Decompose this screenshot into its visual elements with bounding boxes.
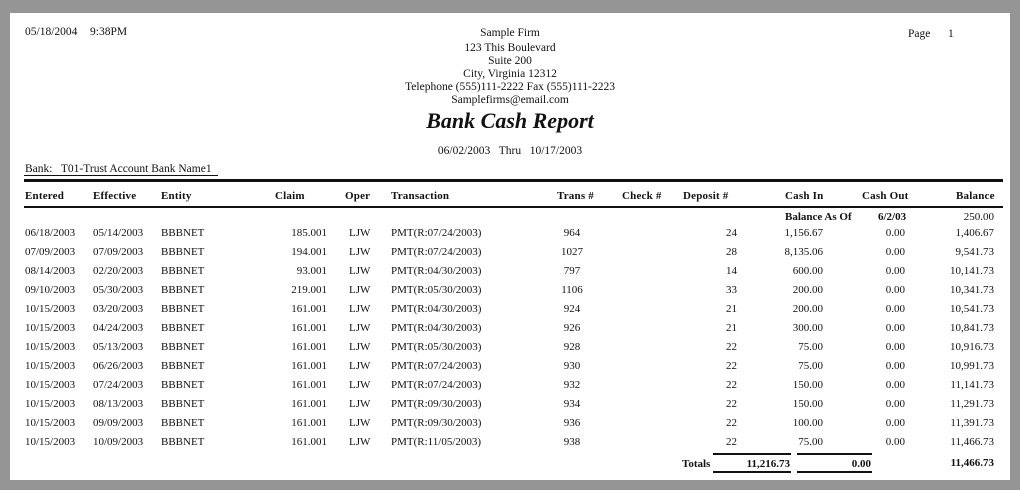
col-transaction: Transaction (391, 190, 450, 202)
cell-effective: 09/09/2003 (93, 417, 144, 429)
col-effective: Effective (93, 190, 137, 202)
cell-entered: 10/15/2003 (25, 417, 76, 429)
print-time: 9:38PM (90, 26, 128, 38)
cell-deposit-no: 28 (726, 246, 737, 258)
cell-transaction: PMT(R:07/24/2003) (391, 246, 482, 258)
cell-cash-in: 75.00 (798, 436, 823, 448)
cell-transaction: PMT(R:04/30/2003) (391, 303, 482, 315)
firm-address-2: Suite 200 (488, 55, 532, 67)
cell-transaction: PMT(R:09/30/2003) (391, 417, 482, 429)
cell-oper: LJW (349, 360, 371, 372)
cell-trans-no: 797 (563, 265, 581, 277)
cell-balance: 1,406.67 (955, 227, 994, 239)
cell-transaction: PMT(R:05/30/2003) (391, 341, 482, 353)
cell-entered: 10/15/2003 (25, 436, 76, 448)
cell-balance: 11,141.73 (950, 379, 994, 391)
cell-oper: LJW (349, 246, 371, 258)
bank-underline (24, 175, 218, 176)
thru-label: Thru (498, 145, 522, 157)
cell-deposit-no: 22 (726, 417, 737, 429)
firm-phone-fax: Telephone (555)111-2222 Fax (555)111-2223 (405, 81, 615, 93)
section-divider-thick (24, 179, 1003, 182)
cell-cash-out: 0.00 (885, 360, 905, 372)
cell-trans-no: 928 (563, 341, 581, 353)
cell-trans-no: 926 (563, 322, 581, 334)
col-entity: Entity (161, 190, 192, 202)
opening-balance: 250.00 (963, 211, 994, 223)
date-range (10, 144, 1010, 158)
cell-balance: 9,541.73 (955, 246, 994, 258)
cell-entity: BBBNET (161, 360, 205, 372)
cell-entered: 10/15/2003 (25, 379, 76, 391)
cell-effective: 02/20/2003 (93, 265, 144, 277)
cell-entered: 10/15/2003 (25, 322, 76, 334)
cell-trans-no: 924 (563, 303, 581, 315)
cell-balance: 10,991.73 (950, 360, 994, 372)
cell-oper: LJW (349, 398, 371, 410)
cell-entity: BBBNET (161, 417, 205, 429)
cell-deposit-no: 22 (726, 341, 737, 353)
cell-trans-no: 936 (563, 417, 581, 429)
cell-deposit-no: 24 (726, 227, 737, 239)
cell-balance: 10,916.73 (950, 341, 994, 353)
col-deposit-no: Deposit # (683, 190, 729, 202)
cell-claim: 161.001 (291, 417, 327, 429)
table-row (10, 300, 1010, 319)
cell-entity: BBBNET (161, 379, 205, 391)
cell-entity: BBBNET (161, 284, 205, 296)
cell-effective: 08/13/2003 (93, 398, 144, 410)
cell-claim: 194.001 (291, 246, 327, 258)
report-page (10, 13, 1010, 480)
cell-transaction: PMT(R:09/30/2003) (391, 398, 482, 410)
col-oper: Oper (345, 190, 371, 202)
cell-entity: BBBNET (161, 398, 205, 410)
cell-cash-in: 150.00 (792, 398, 823, 410)
cell-effective: 05/30/2003 (93, 284, 144, 296)
firm-email: Samplefirms@email.com (451, 94, 569, 106)
col-check-no: Check # (622, 190, 662, 202)
cell-effective: 04/24/2003 (93, 322, 144, 334)
firm-city: City, Virginia 12312 (463, 68, 557, 80)
cell-cash-in: 8,135.06 (784, 246, 823, 258)
cell-oper: LJW (349, 417, 371, 429)
totals-label: Totals (682, 458, 711, 470)
total-cash-out: 0.00 (851, 458, 871, 470)
page-number: 1 (948, 28, 954, 40)
cell-entered: 10/15/2003 (25, 398, 76, 410)
cell-effective: 07/09/2003 (93, 246, 144, 258)
cell-claim: 161.001 (291, 379, 327, 391)
cell-trans-no: 938 (563, 436, 581, 448)
total-cash-in: 11,216.73 (746, 458, 790, 470)
cell-claim: 93.001 (296, 265, 327, 277)
cell-cash-out: 0.00 (885, 341, 905, 353)
col-claim: Claim (275, 190, 305, 202)
cell-entity: BBBNET (161, 265, 205, 277)
table-row (10, 224, 1010, 243)
cell-effective: 06/26/2003 (93, 360, 144, 372)
page-label: Page (908, 28, 931, 40)
cell-trans-no: 1027 (561, 246, 583, 258)
cell-transaction: PMT(R:07/24/2003) (391, 379, 482, 391)
col-trans-no: Trans # (557, 190, 594, 202)
cell-cash-in: 75.00 (798, 341, 823, 353)
cash-out-total-rule-top (797, 453, 872, 455)
cell-cash-out: 0.00 (885, 322, 905, 334)
cell-cash-out: 0.00 (885, 246, 905, 258)
cell-cash-out: 0.00 (885, 398, 905, 410)
cell-oper: LJW (349, 303, 371, 315)
cell-cash-in: 200.00 (792, 303, 823, 315)
cell-cash-out: 0.00 (885, 417, 905, 429)
cell-trans-no: 1106 (561, 284, 583, 296)
table-row (10, 376, 1010, 395)
cell-trans-no: 934 (563, 398, 581, 410)
cell-claim: 161.001 (291, 398, 327, 410)
firm-name: Sample Firm (480, 27, 540, 39)
print-date: 05/18/2004 (25, 26, 78, 38)
cell-transaction: PMT(R:04/30/2003) (391, 322, 482, 334)
cell-cash-in: 100.00 (792, 417, 823, 429)
table-row (10, 414, 1010, 433)
cell-cash-out: 0.00 (885, 436, 905, 448)
table-row (10, 262, 1010, 281)
col-balance: Balance (956, 190, 995, 202)
cell-cash-out: 0.00 (885, 284, 905, 296)
table-row (10, 243, 1010, 262)
cell-balance: 11,466.73 (950, 436, 994, 448)
table-row (10, 433, 1010, 452)
cell-oper: LJW (349, 341, 371, 353)
table-row (10, 395, 1010, 414)
cell-cash-out: 0.00 (885, 227, 905, 239)
cell-cash-out: 0.00 (885, 303, 905, 315)
report-title: Bank Cash Report (426, 108, 594, 133)
cash-out-total-rule-bottom (797, 471, 872, 473)
cell-entered: 10/15/2003 (25, 341, 76, 353)
cell-cash-in: 300.00 (792, 322, 823, 334)
cell-balance: 10,341.73 (950, 284, 994, 296)
cell-entered: 10/15/2003 (25, 360, 76, 372)
header-underline (24, 206, 1003, 208)
col-entered: Entered (25, 190, 65, 202)
cell-balance: 10,841.73 (950, 322, 994, 334)
cell-balance: 10,541.73 (950, 303, 994, 315)
cell-effective: 05/14/2003 (93, 227, 144, 239)
cell-cash-in: 200.00 (792, 284, 823, 296)
cell-deposit-no: 33 (726, 284, 737, 296)
table-row (10, 357, 1010, 376)
cash-in-total-rule-top (713, 453, 791, 455)
cell-effective: 10/09/2003 (93, 436, 144, 448)
cell-entered: 07/09/2003 (25, 246, 76, 258)
cell-entity: BBBNET (161, 246, 205, 258)
balance-as-of-date: 6/2/03 (878, 211, 907, 223)
cell-deposit-no: 14 (726, 265, 737, 277)
cell-claim: 161.001 (291, 341, 327, 353)
cell-transaction: PMT(R:05/30/2003) (391, 284, 482, 296)
cell-transaction: PMT(R:04/30/2003) (391, 265, 482, 277)
cell-balance: 11,391.73 (950, 417, 994, 429)
cell-entity: BBBNET (161, 322, 205, 334)
cell-transaction: PMT(R:07/24/2003) (391, 227, 482, 239)
cell-deposit-no: 21 (726, 322, 737, 334)
cell-oper: LJW (349, 227, 371, 239)
cell-oper: LJW (349, 265, 371, 277)
cell-cash-in: 600.00 (792, 265, 823, 277)
bank-label: Bank: (25, 163, 53, 175)
cell-trans-no: 932 (563, 379, 581, 391)
cell-claim: 185.001 (291, 227, 327, 239)
cell-balance: 10,141.73 (950, 265, 994, 277)
cell-deposit-no: 22 (726, 398, 737, 410)
cell-trans-no: 930 (563, 360, 581, 372)
cell-cash-in: 150.00 (792, 379, 823, 391)
table-row (10, 338, 1010, 357)
cell-deposit-no: 22 (726, 360, 737, 372)
cell-deposit-no: 22 (726, 436, 737, 448)
cell-effective: 03/20/2003 (93, 303, 144, 315)
cell-entity: BBBNET (161, 227, 205, 239)
cell-claim: 161.001 (291, 303, 327, 315)
cell-oper: LJW (349, 436, 371, 448)
cell-trans-no: 964 (563, 227, 581, 239)
total-balance: 11,466.73 (950, 457, 994, 469)
cell-deposit-no: 22 (726, 379, 737, 391)
cell-entered: 08/14/2003 (25, 265, 76, 277)
cell-deposit-no: 21 (726, 303, 737, 315)
cash-in-total-rule-bottom (713, 471, 791, 473)
cell-oper: LJW (349, 322, 371, 334)
cell-claim: 219.001 (291, 284, 327, 296)
cell-oper: LJW (349, 284, 371, 296)
date-from: 06/02/2003 (437, 145, 491, 157)
table-row (10, 281, 1010, 300)
cell-entity: BBBNET (161, 303, 205, 315)
cell-entered: 10/15/2003 (25, 303, 76, 315)
cell-effective: 05/13/2003 (93, 341, 144, 353)
cell-transaction: PMT(R:11/05/2003) (391, 436, 482, 448)
table-row (10, 319, 1010, 338)
cell-cash-in: 75.00 (798, 360, 823, 372)
cell-entered: 09/10/2003 (25, 284, 76, 296)
cell-entity: BBBNET (161, 341, 205, 353)
cell-oper: LJW (349, 379, 371, 391)
cell-claim: 161.001 (291, 436, 327, 448)
cell-claim: 161.001 (291, 322, 327, 334)
cell-cash-out: 0.00 (885, 379, 905, 391)
date-to: 10/17/2003 (529, 145, 583, 157)
firm-address-1: 123 This Boulevard (464, 42, 556, 54)
cell-claim: 161.001 (291, 360, 327, 372)
cell-entity: BBBNET (161, 436, 205, 448)
cell-cash-in: 1,156.67 (784, 227, 823, 239)
cell-transaction: PMT(R:07/24/2003) (391, 360, 482, 372)
balance-as-of-label: Balance As Of (785, 211, 852, 223)
col-cash-out: Cash Out (862, 190, 909, 202)
bank-name: T01-Trust Account Bank Name1 (60, 163, 212, 175)
cell-balance: 11,291.73 (950, 398, 994, 410)
cell-effective: 07/24/2003 (93, 379, 144, 391)
cell-entered: 06/18/2003 (25, 227, 76, 239)
cell-cash-out: 0.00 (885, 265, 905, 277)
col-cash-in: Cash In (785, 190, 824, 202)
